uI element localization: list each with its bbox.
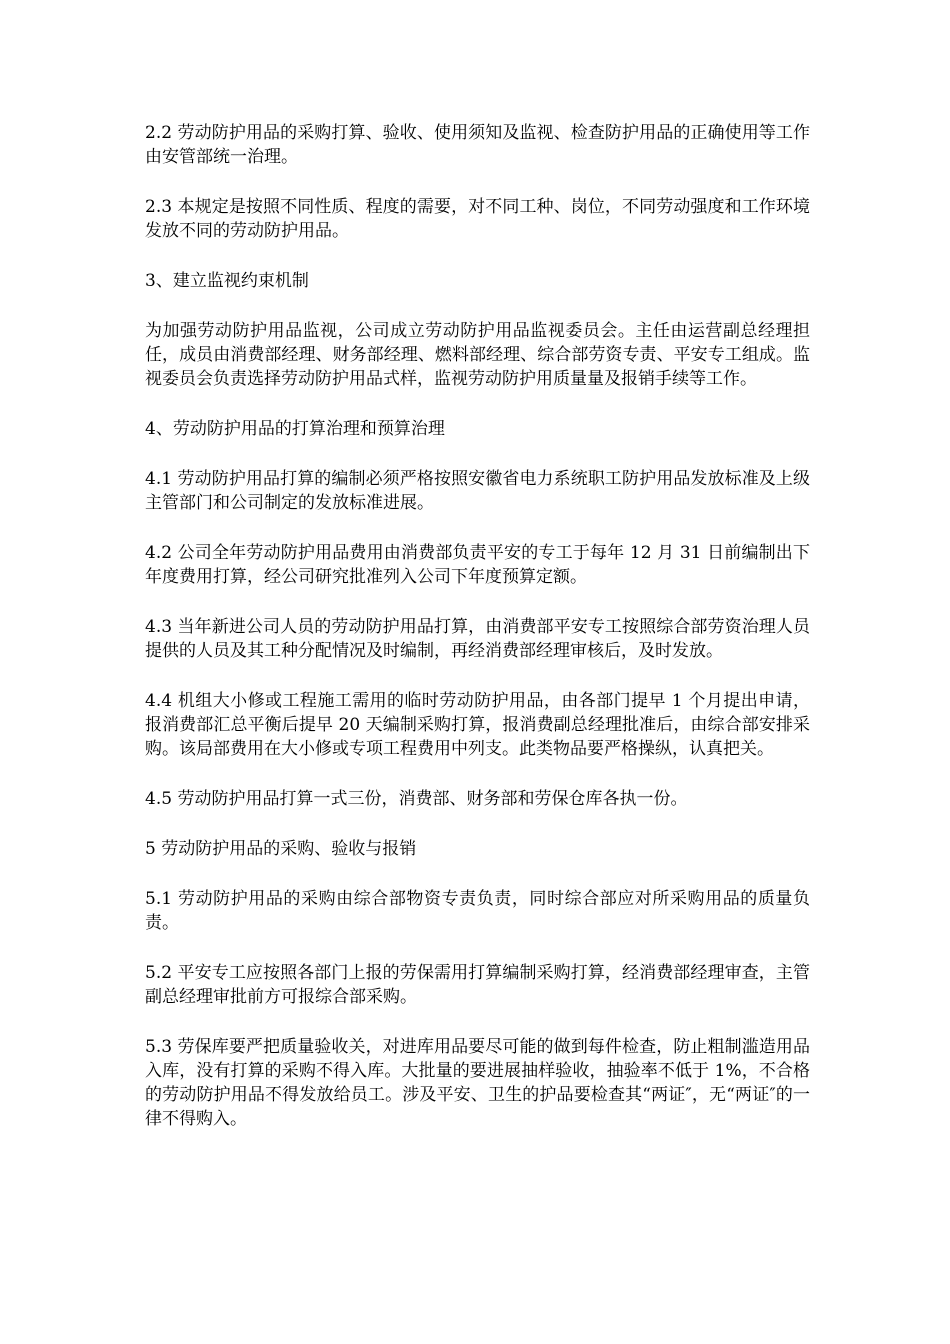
paragraph-5-3: 5.3 劳保库要严把质量验收关，对进库用品要尽可能的做到每件检查，防止粗制滥造用品入库，没有打算的采购不得入库。大批量的要进展抽样验收，抽验率不低于 1%，不合格的劳动防护用品不得发放给员工。涉及平安、卫生的护品要检查其“两证″，无“两证″的一律不得购入。 <box>145 1037 810 1129</box>
paragraph-4-1: 4.1 劳动防护用品打算的编制必须严格按照安徽省电力系统职工防护用品发放标准及上级主管部门和公司制定的发放标准进展。 <box>145 469 810 513</box>
paragraph-4-3: 4.3 当年新进公司人员的劳动防护用品打算，由消费部平安专工按照综合部劳资治理人员提供的人员及其工种分配情况及时编制，再经消费部经理审核后，及时发放。 <box>145 617 810 661</box>
paragraph-3-body: 为加强劳动防护用品监视，公司成立劳动防护用品监视委员会。主任由运营副总经理担任，成员由消费部经理、财务部经理、燃料部经理、综合部劳资专责、平安专工组成。监视委员会负责选择劳动防护用品式样，监视劳动防护用质量量及报销手续等工作。 <box>145 321 810 389</box>
paragraph-2-3: 2.3 本规定是按照不同性质、程度的需要，对不同工种、岗位，不同劳动强度和工作环境发放不同的劳动防护用品。 <box>145 197 810 241</box>
paragraph-4-4: 4.4 机组大小修或工程施工需用的临时劳动防护用品，由各部门提早 1 个月提出申请，报消费部汇总平衡后提早 20 天编制采购打算，报消费副总经理批准后，由综合部安排采购。该局部费用在大小修或专项工程费用中列支。此类物品要严格操纵，认真把关。 <box>145 691 810 759</box>
document-body <box>145 121 810 1157</box>
paragraph-5-1: 5.1 劳动防护用品的采购由综合部物资专责负责，同时综合部应对所采购用品的质量负责。 <box>145 889 810 933</box>
paragraph-4-5: 4.5 劳动防护用品打算一式三份，消费部、财务部和劳保仓库各执一份。 <box>145 789 688 809</box>
section-heading-3: 3、建立监视约束机制 <box>145 271 309 291</box>
paragraph-5-2: 5.2 平安专工应按照各部门上报的劳保需用打算编制采购打算，经消费部经理审查，主管副总经理审批前方可报综合部采购。 <box>145 963 810 1007</box>
section-heading-5: 5 劳动防护用品的采购、验收与报销 <box>145 839 417 859</box>
section-heading-4: 4、劳动防护用品的打算治理和预算治理 <box>145 419 445 439</box>
paragraph-4-2: 4.2 公司全年劳动防护用品费用由消费部负责平安的专工于每年 12 月 31 日前编制出下年度费用打算，经公司研究批准列入公司下年度预算定额。 <box>145 543 810 587</box>
paragraph-2-2: 2.2 劳动防护用品的采购打算、验收、使用须知及监视、检查防护用品的正确使用等工作由安管部统一治理。 <box>145 123 810 167</box>
